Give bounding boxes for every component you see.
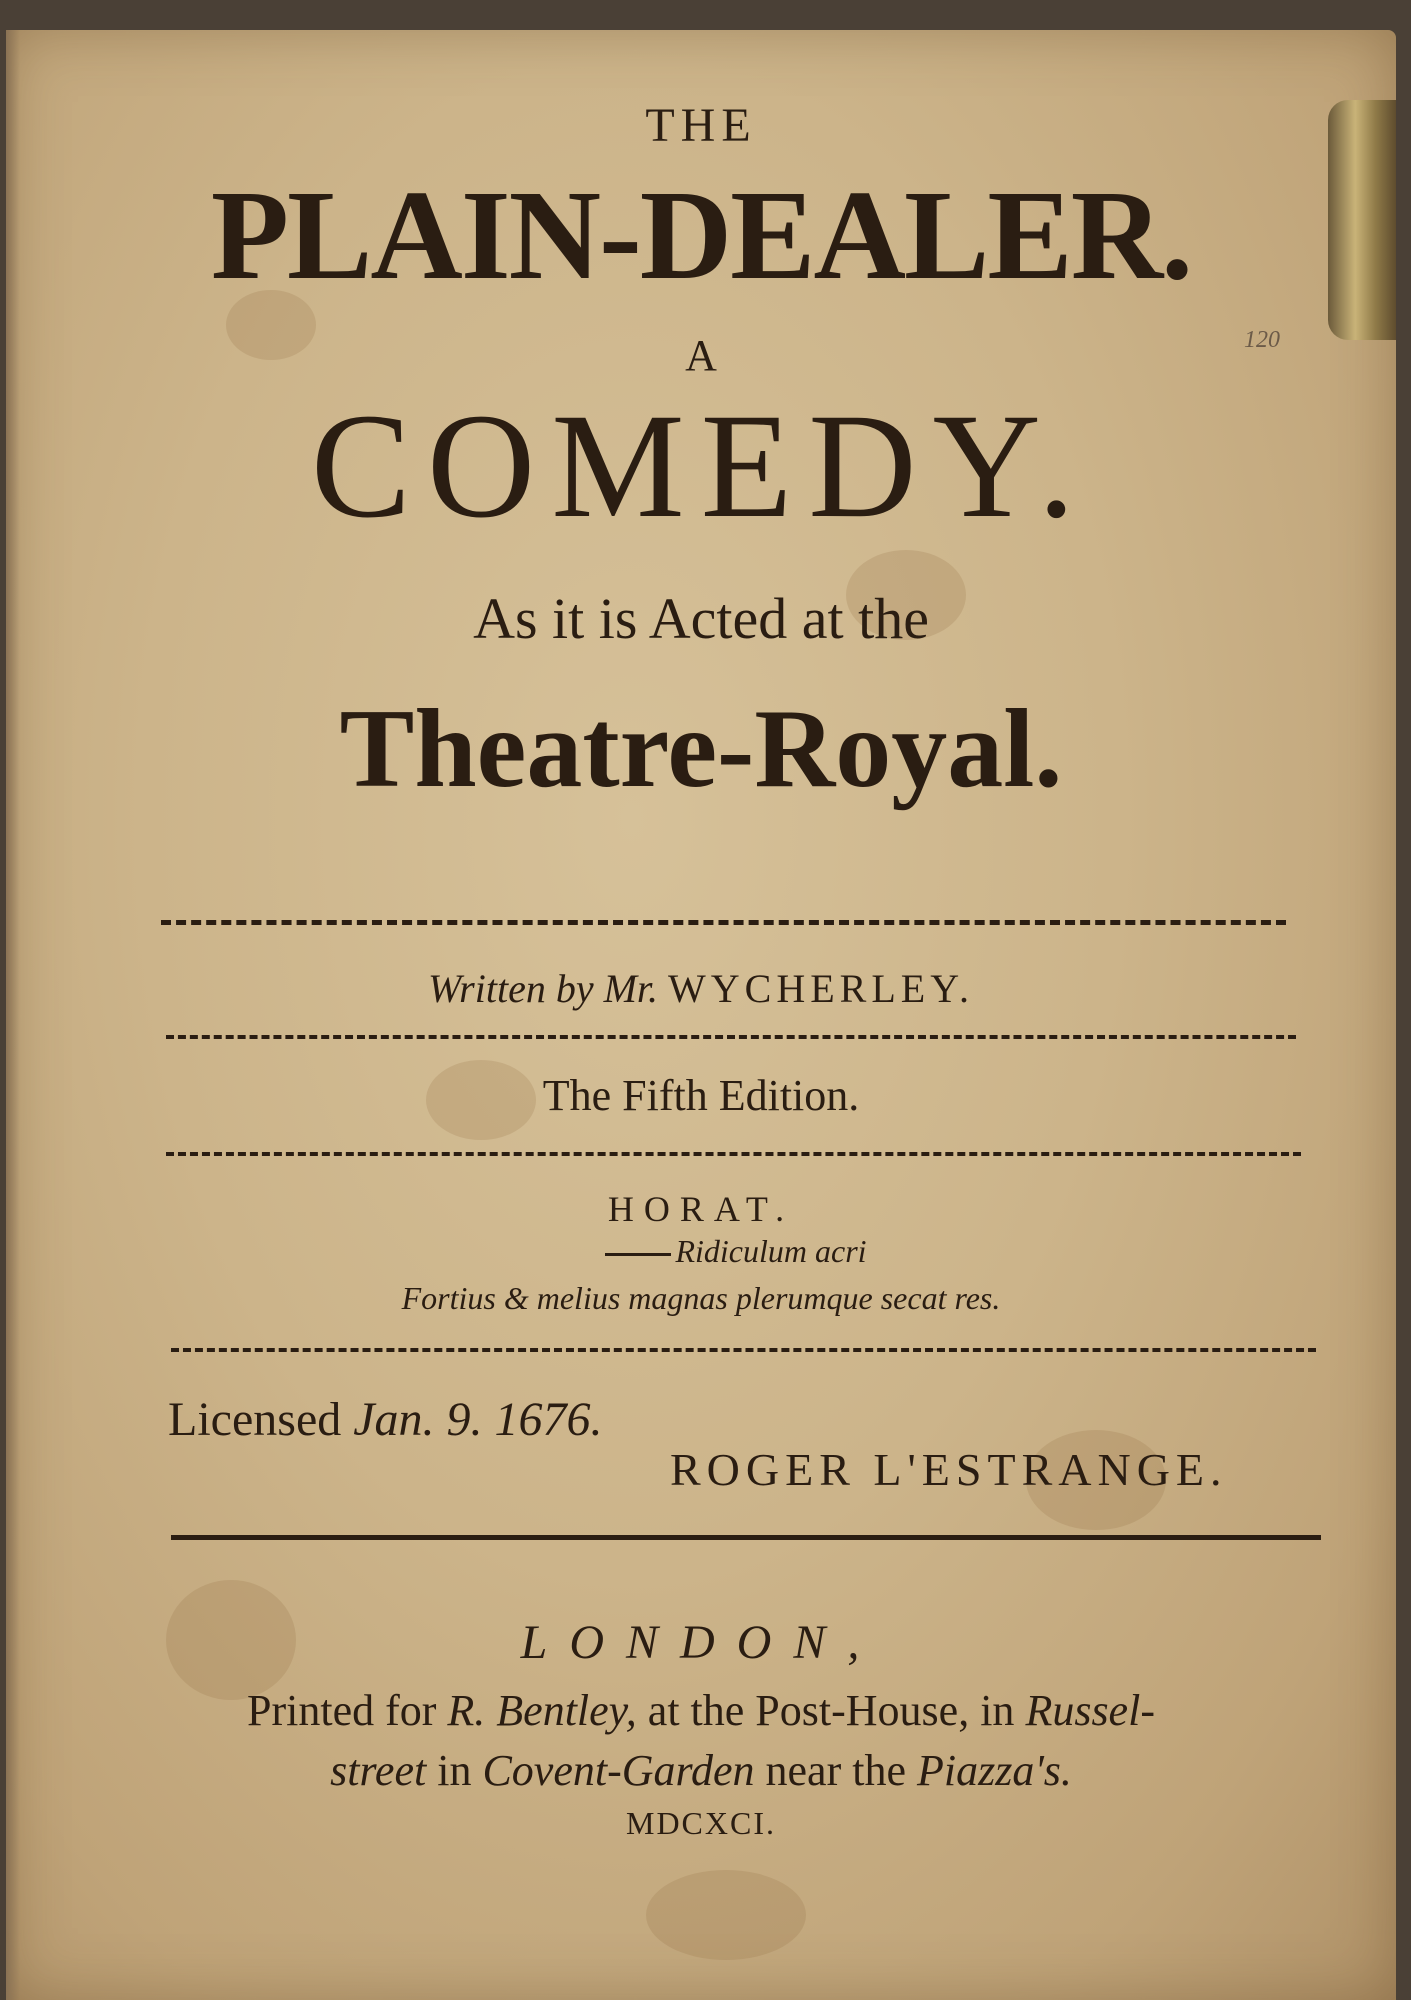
imprint-printed: Printed for xyxy=(247,1686,437,1735)
acted-line: As it is Acted at the xyxy=(473,586,929,651)
imprint-near: near the xyxy=(765,1746,906,1795)
licenser-name: ROGER L'ESTRANGE. xyxy=(670,1444,1228,1495)
imprint-line-1 xyxy=(6,1685,1396,1736)
imprint-location: at the Post-House, in xyxy=(647,1686,1015,1735)
divider-rule xyxy=(166,1035,1296,1039)
imprint-printer: R. Bentley, xyxy=(447,1686,637,1735)
genre-heading: COMEDY. xyxy=(310,383,1092,549)
license-date: Jan. 9. 1676. xyxy=(353,1393,603,1446)
epigraph-text-1: Ridiculum acri xyxy=(675,1233,867,1269)
title-article: A xyxy=(685,331,717,380)
epigraph-dash xyxy=(605,1253,671,1256)
imprint-place: Covent-Garden xyxy=(482,1746,755,1795)
imprint-street-start: Russel- xyxy=(1025,1686,1155,1735)
imprint-in: in xyxy=(437,1746,472,1795)
imprint-city: LONDON, xyxy=(520,1616,882,1669)
epigraph-line-1 xyxy=(6,1233,1396,1270)
license-label: Licensed xyxy=(168,1393,342,1446)
imprint-year: MDCXCI. xyxy=(625,1805,776,1841)
foxing-spot xyxy=(646,1870,806,1960)
author-line xyxy=(6,965,1396,1012)
margin-note: 120 xyxy=(1244,327,1280,353)
imprint-street-end: street xyxy=(330,1746,427,1795)
title-page xyxy=(6,30,1396,2000)
imprint-piazza: Piazza's. xyxy=(917,1746,1072,1795)
license-line xyxy=(168,1392,603,1447)
main-title: PLAIN-DEALER. xyxy=(210,164,1192,306)
divider-rule xyxy=(166,1152,1301,1156)
author-prefix: Written by Mr. xyxy=(428,966,659,1011)
imprint-line-2 xyxy=(6,1745,1396,1796)
epigraph-line-2: Fortius & melius magnas plerumque secat res. xyxy=(401,1280,1001,1316)
divider-rule xyxy=(161,920,1286,925)
edition-line: The Fifth Edition. xyxy=(542,1071,860,1120)
epigraph-source: HORAT. xyxy=(607,1189,795,1229)
theatre-name: Theatre-Royal. xyxy=(339,687,1063,811)
author-name: WYCHERLEY. xyxy=(668,966,974,1011)
title-the: THE xyxy=(645,99,757,152)
divider-rule xyxy=(171,1535,1321,1540)
divider-rule xyxy=(171,1348,1316,1352)
